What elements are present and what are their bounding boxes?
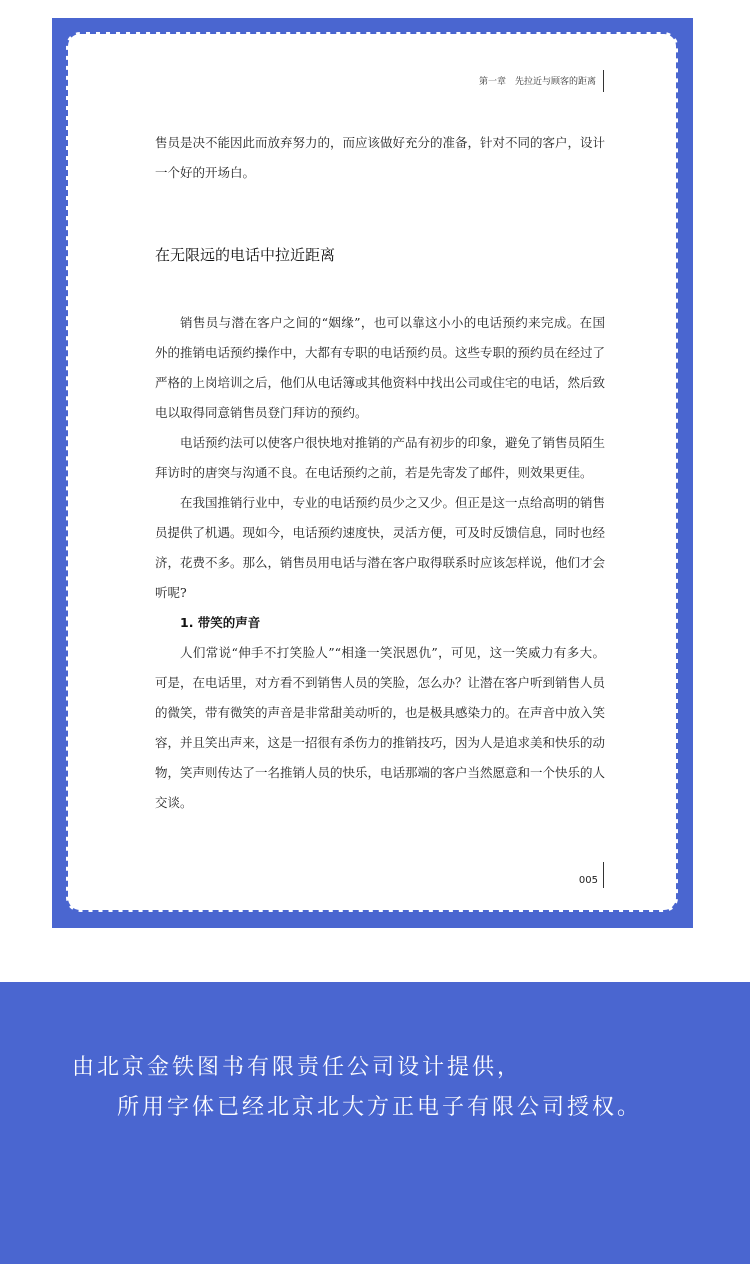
paragraph-3: 在我国推销行业中，专业的电话预约员少之又少。但正是这一点给高明的销售员提供了机遇。现如今，电话预约速度快，灵活方便，可及时反馈信息，同时也经济，花费不多。那么，销售员用电话与潜在客户取得联系时应该怎样说，他们才会听呢? (155, 495, 606, 600)
page-number: 005 (578, 875, 598, 886)
credit-line-1: 由北京金铁图书有限责任公司设计提供， (72, 1055, 523, 1080)
paragraph-4: 人们常说“伸手不打笑脸人”“相逢一笑泯恩仇”，可见，这一笑威力有多大。可是，在电话里，对方看不到销售人员的笑脸，怎么办？让潜在客户听到销售人员的微笑，带有微笑的声音是非常甜美动听的，也是极具感染力的。在声音中放入笑容，并且笑出声来，这是一招很有杀伤力的推销技巧，因为人是追求美和快乐的动物，笑声则传达了一名推销人员的快乐，电话那端的客户当然愿意和一个快乐的人交谈。 (155, 645, 606, 810)
credit-banner (0, 982, 750, 1264)
paragraph-2: 电话预约法可以使客户很快地对推销的产品有初步的印象，避免了销售员陌生拜访时的唐突与沟通不良。在电话预约之前，若是先寄发了邮件，则效果更佳。 (155, 435, 606, 480)
intro-paragraph (155, 128, 605, 188)
paragraph-1: 销售员与潜在客户之间的“姻缘”，也可以靠这小小的电话预约来完成。在国外的推销电话预约操作中，大都有专职的电话预约员。这些专职的预约员在经过了严格的上岗培训之后，他们从电话簿或其他资料中找出公司或住宅的电话，然后致电以取得同意销售员登门拜访的预约。 (155, 315, 606, 420)
sub-heading: 1. 带笑的声音 (180, 615, 261, 630)
running-header: 第一章 先拉近与顾客的距离 (479, 74, 604, 90)
intro-text: 售员是决不能因此而放弃努力的，而应该做好充分的准备，针对不同的客户，设计一个好的开场白。 (155, 135, 606, 180)
main-text (155, 308, 605, 818)
credit-line-2: 所用字体已经北京北大方正电子有限公司授权。 (117, 1095, 643, 1120)
page-number-rule (603, 862, 604, 888)
section-title: 在无限远的电话中拉近距离 (155, 246, 336, 264)
